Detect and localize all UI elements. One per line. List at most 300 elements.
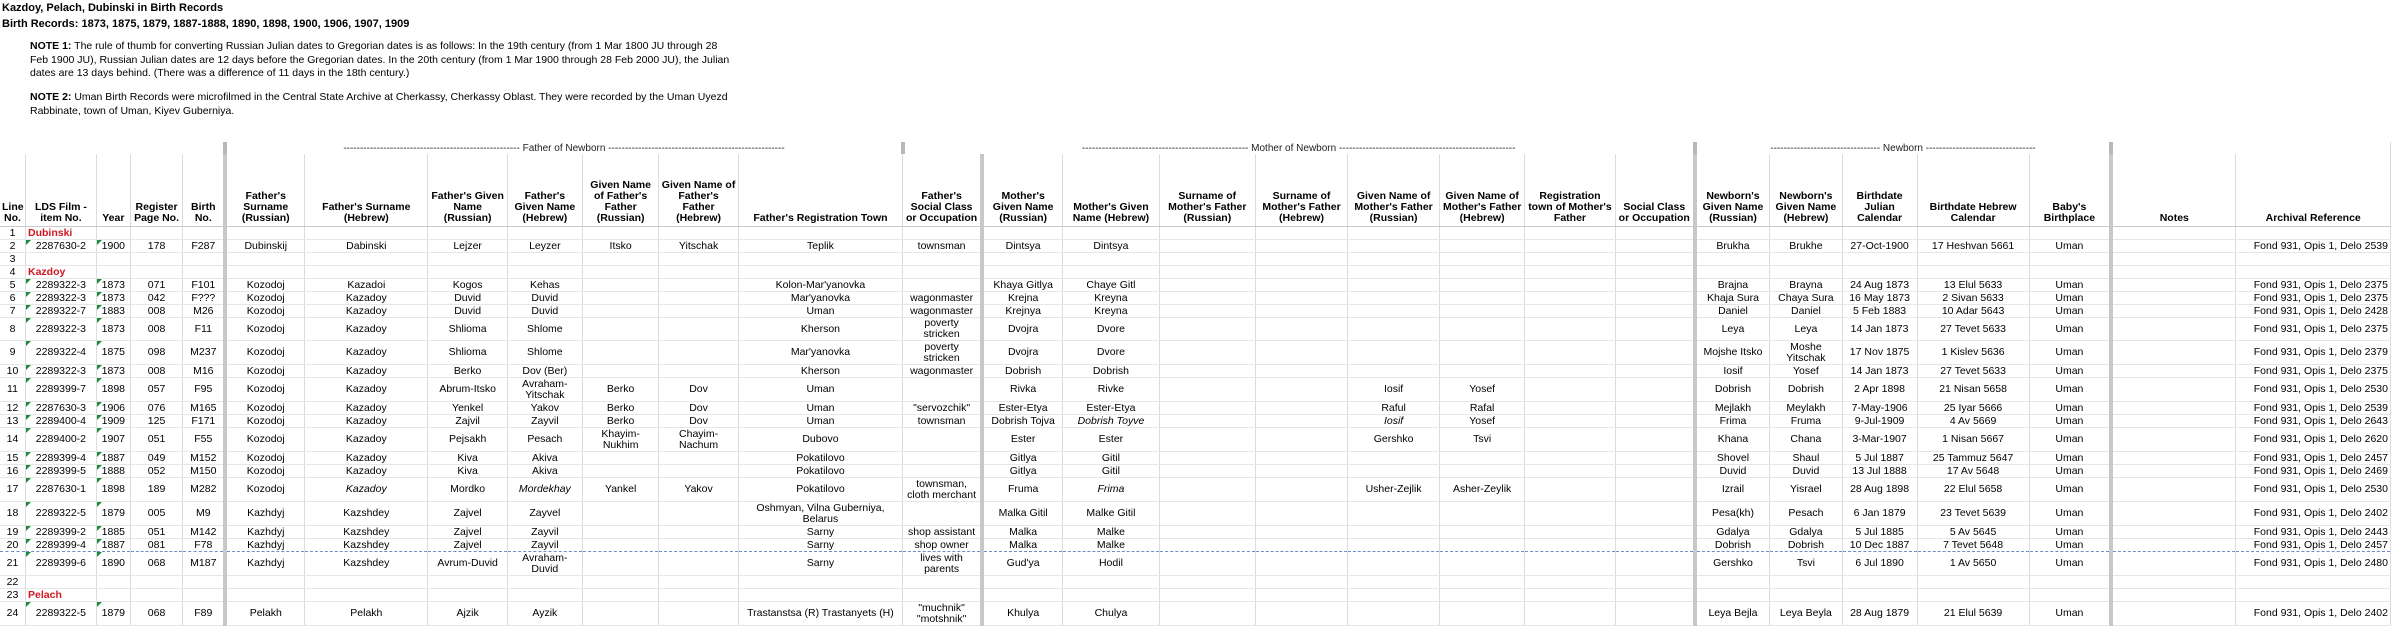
cell-line: 13 [0, 415, 26, 428]
cell-fgr: Mordko [428, 478, 507, 502]
cell-film: 2289399-4 [26, 452, 97, 465]
cell-fgh [507, 589, 582, 602]
cell-notes [2111, 589, 2236, 602]
cell-mgr [982, 227, 1063, 240]
table-row [0, 240, 2391, 253]
table-row [0, 415, 2391, 428]
cell-heb: 10 Adar 5643 [1917, 305, 2029, 318]
cell-jul: 5 Feb 1883 [1842, 305, 1917, 318]
cell-birth: F101 [183, 279, 226, 292]
cell-arch: Fond 931, Opis 1, Delo 2375 [2236, 292, 2391, 305]
cell-msh [1255, 478, 1347, 502]
cell-msh [1255, 365, 1347, 378]
cell-arch: Fond 931, Opis 1, Delo 2530 [2236, 478, 2391, 502]
cell-mgr [982, 576, 1063, 589]
table-row [0, 502, 2391, 526]
cell-nbr [1695, 589, 1770, 602]
cell-year: 1888 [96, 465, 130, 478]
column-header: Given Name of Mother's Father (Russian) [1348, 154, 1440, 227]
cell-occ: townsman [903, 415, 982, 428]
column-header: Given Name of Father's Father (Russian) [582, 154, 659, 227]
cell-mocc [1615, 576, 1694, 589]
cell-mfgr [1348, 502, 1440, 526]
column-header: Line No. [0, 154, 26, 227]
cell-year: 1885 [96, 526, 130, 539]
cell-mgr: Gud'ya [982, 552, 1063, 576]
cell-mocc [1615, 253, 1694, 266]
cell-fgh: Zayvil [507, 526, 582, 539]
cell-mfgh: Yosef [1440, 378, 1525, 402]
cell-msr [1159, 279, 1255, 292]
cell-town: Uman [738, 415, 902, 428]
cell-birth: M165 [183, 402, 226, 415]
cell-mfgh [1440, 292, 1525, 305]
cell-mgh: Dobrish [1063, 365, 1159, 378]
cell-town: Teplik [738, 240, 902, 253]
column-header: Father's Given Name (Hebrew) [507, 154, 582, 227]
cell-occ [903, 589, 982, 602]
cell-fsh: Kazadoy [305, 452, 428, 465]
cell-place: Uman [2029, 602, 2111, 626]
cell-ffr: Berko [582, 415, 659, 428]
cell-ffr: Berko [582, 378, 659, 402]
birth-records-table [0, 142, 2391, 626]
cell-msr [1159, 539, 1255, 552]
cell-town: Mar'yanovka [738, 341, 902, 365]
cell-town: Kherson [738, 365, 902, 378]
cell-year: 1900 [96, 240, 130, 253]
cell-arch: Fond 931, Opis 1, Delo 2643 [2236, 415, 2391, 428]
column-header: Father's Social Class or Occupation [903, 154, 982, 227]
cell-fgh: Leyzer [507, 240, 582, 253]
cell-film: 2289322-3 [26, 365, 97, 378]
column-header: Birth No. [183, 154, 226, 227]
cell-fsr [225, 253, 304, 266]
cell-mtown [1525, 227, 1616, 240]
cell-line: 21 [0, 552, 26, 576]
cell-ffh: Yitschak [659, 240, 738, 253]
cell-notes [2111, 402, 2236, 415]
cell-occ: "servozchik" [903, 402, 982, 415]
cell-birth: M26 [183, 305, 226, 318]
cell-year: 1873 [96, 279, 130, 292]
cell-fgh: Shlome [507, 318, 582, 341]
cell-jul: 6 Jan 1879 [1842, 502, 1917, 526]
cell-occ [903, 227, 982, 240]
cell-town: Oshmyan, Vilna Guberniya, Belarus [738, 502, 902, 526]
cell-ffr [582, 502, 659, 526]
cell-ffh: Chayim- Nachum [659, 428, 738, 452]
cell-occ [903, 502, 982, 526]
cell-arch: Fond 931, Opis 1, Delo 2480 [2236, 552, 2391, 576]
cell-nbh: Brukhe [1770, 240, 1842, 253]
cell-town [738, 253, 902, 266]
cell-year [96, 576, 130, 589]
cell-msr [1159, 227, 1255, 240]
cell-fgr: Pejsakh [428, 428, 507, 452]
cell-fsh: Kazadoy [305, 402, 428, 415]
cell-mgr: Gitlya [982, 452, 1063, 465]
cell-nbh: Shaul [1770, 452, 1842, 465]
cell-msr [1159, 378, 1255, 402]
cell-birth: M142 [183, 526, 226, 539]
cell-ffr [582, 526, 659, 539]
cell-ffr: Yankel [582, 478, 659, 502]
cell-jul [1842, 253, 1917, 266]
cell-mocc [1615, 552, 1694, 576]
cell-arch: Fond 931, Opis 1, Delo 2375 [2236, 365, 2391, 378]
cell-notes [2111, 292, 2236, 305]
column-header: Notes [2111, 154, 2236, 227]
cell-mtown [1525, 378, 1616, 402]
cell-fsh: Kazshdey [305, 502, 428, 526]
cell-mtown [1525, 452, 1616, 465]
cell-fsh: Kazadoy [305, 292, 428, 305]
cell-fgr: Berko [428, 365, 507, 378]
note-1-text: The rule of thumb for converting Russian Julian dates to Gregorian dates is as follows: In the 19th century (from 1 Mar 1800 JU through 28 Feb 1900 JU), Russian Julian dates are 12 days before the Gregorian dates. In the 20th century (from 1 Mar 1900 through 28 Feb 2000 JU), the Julian dates are 13 days behind. (There was a difference of 11 days in the 18th century.) [30, 40, 730, 79]
cell-msh [1255, 240, 1347, 253]
cell-occ: shop owner [903, 539, 982, 552]
cell-ffr [582, 576, 659, 589]
cell-town: Sarny [738, 526, 902, 539]
cell-page: 081 [130, 539, 182, 552]
cell-film [26, 253, 97, 266]
cell-msr [1159, 502, 1255, 526]
cell-fgh: Ayzik [507, 602, 582, 626]
cell-mfgh [1440, 240, 1525, 253]
cell-mocc [1615, 428, 1694, 452]
cell-msh [1255, 589, 1347, 602]
cell-heb: 1 Kislev 5636 [1917, 341, 2029, 365]
note-1 [30, 40, 730, 81]
cell-mtown [1525, 305, 1616, 318]
cell-mgh: Gitil [1063, 465, 1159, 478]
cell-birth: F78 [183, 539, 226, 552]
cell-mocc [1615, 402, 1694, 415]
cell-jul [1842, 589, 1917, 602]
cell-birth [183, 589, 226, 602]
cell-notes [2111, 502, 2236, 526]
column-header: Mother's Given Name (Hebrew) [1063, 154, 1159, 227]
cell-fsh: Kazadoi [305, 279, 428, 292]
cell-line: 23 [0, 589, 26, 602]
cell-nbh: Brayna [1770, 279, 1842, 292]
cell-page: 189 [130, 478, 182, 502]
cell-arch [2236, 266, 2391, 279]
cell-fgr: Zajvel [428, 502, 507, 526]
cell-heb: 25 Iyar 5666 [1917, 402, 2029, 415]
cell-nbh: Gdalya [1770, 526, 1842, 539]
cell-line: 1 [0, 227, 26, 240]
cell-nbh: Meylakh [1770, 402, 1842, 415]
cell-mfgh [1440, 526, 1525, 539]
cell-ffr [582, 602, 659, 626]
cell-jul: 16 May 1873 [1842, 292, 1917, 305]
cell-town: Uman [738, 378, 902, 402]
cell-fsr: Kozodoj [225, 318, 304, 341]
cell-ffh [659, 279, 738, 292]
cell-nbr: Gdalya [1695, 526, 1770, 539]
cell-mocc [1615, 240, 1694, 253]
cell-mfgr [1348, 305, 1440, 318]
cell-year: 1887 [96, 452, 130, 465]
cell-arch: Fond 931, Opis 1, Delo 2620 [2236, 428, 2391, 452]
cell-mtown [1525, 415, 1616, 428]
title-block [2, 0, 409, 32]
cell-mgh: Dintsya [1063, 240, 1159, 253]
cell-heb: 27 Tevet 5633 [1917, 365, 2029, 378]
cell-line: 2 [0, 240, 26, 253]
column-header: Surname of Mother's Father (Russian) [1159, 154, 1255, 227]
cell-ffh [659, 365, 738, 378]
cell-arch [2236, 227, 2391, 240]
cell-msh [1255, 292, 1347, 305]
cell-mgr: Khulya [982, 602, 1063, 626]
cell-mocc [1615, 341, 1694, 365]
cell-mocc [1615, 526, 1694, 539]
cell-msr [1159, 452, 1255, 465]
cell-fsr: Kozodoj [225, 292, 304, 305]
cell-heb: 27 Tevet 5633 [1917, 318, 2029, 341]
cell-place [2029, 227, 2111, 240]
cell-notes [2111, 365, 2236, 378]
cell-mgh: Kreyna [1063, 292, 1159, 305]
cell-fgh: Duvid [507, 305, 582, 318]
cell-mocc [1615, 279, 1694, 292]
cell-mgr [982, 266, 1063, 279]
table-row [0, 539, 2391, 552]
cell-nbr: Frima [1695, 415, 1770, 428]
cell-mgr: Dvojra [982, 341, 1063, 365]
table-row [0, 465, 2391, 478]
cell-notes [2111, 279, 2236, 292]
cell-place [2029, 589, 2111, 602]
cell-fgh: Duvid [507, 292, 582, 305]
cell-notes [2111, 253, 2236, 266]
cell-notes [2111, 539, 2236, 552]
cell-page: 008 [130, 305, 182, 318]
cell-ffh: Yakov [659, 478, 738, 502]
cell-ffh [659, 305, 738, 318]
cell-msr [1159, 526, 1255, 539]
cell-msr [1159, 402, 1255, 415]
cell-jul: 7-May-1906 [1842, 402, 1917, 415]
cell-heb: 23 Tevet 5639 [1917, 502, 2029, 526]
cell-town: Mar'yanovka [738, 292, 902, 305]
cell-mtown [1525, 341, 1616, 365]
section-label: Kazdoy [26, 266, 97, 279]
cell-occ: wagonmaster [903, 365, 982, 378]
cell-msr [1159, 305, 1255, 318]
cell-line: 5 [0, 279, 26, 292]
cell-msr [1159, 240, 1255, 253]
cell-fsh: Kazadoy [305, 428, 428, 452]
cell-ffr [582, 227, 659, 240]
cell-nbr: Pesa(kh) [1695, 502, 1770, 526]
cell-fsh: Pelakh [305, 602, 428, 626]
cell-birth [183, 266, 226, 279]
cell-ffh: Dov [659, 415, 738, 428]
cell-fsh [305, 576, 428, 589]
cell-mtown [1525, 552, 1616, 576]
cell-line: 6 [0, 292, 26, 305]
cell-mtown [1525, 253, 1616, 266]
cell-occ [903, 378, 982, 402]
cell-film: 2289400-4 [26, 415, 97, 428]
cell-place: Uman [2029, 552, 2111, 576]
cell-ffr [582, 452, 659, 465]
cell-nbh: Dobrish [1770, 539, 1842, 552]
cell-mocc [1615, 227, 1694, 240]
cell-town: Kolon-Mar'yanovka [738, 279, 902, 292]
cell-heb: 2 Sivan 5633 [1917, 292, 2029, 305]
cell-nbh: Chana [1770, 428, 1842, 452]
cell-town: Uman [738, 402, 902, 415]
cell-arch: Fond 931, Opis 1, Delo 2375 [2236, 279, 2391, 292]
cell-mfgh [1440, 318, 1525, 341]
cell-fsr: Dubinskij [225, 240, 304, 253]
cell-mfgh [1440, 227, 1525, 240]
cell-place [2029, 266, 2111, 279]
cell-year: 1875 [96, 341, 130, 365]
cell-mtown [1525, 279, 1616, 292]
cell-heb: 17 Heshvan 5661 [1917, 240, 2029, 253]
cell-jul: 5 Jul 1887 [1842, 452, 1917, 465]
cell-occ [903, 279, 982, 292]
cell-nbr [1695, 576, 1770, 589]
cell-fsr: Kazhdyj [225, 502, 304, 526]
cell-film [26, 576, 97, 589]
cell-fgr: Abrum-Itsko [428, 378, 507, 402]
cell-film: 2289399-7 [26, 378, 97, 402]
cell-fsr: Kazhdyj [225, 539, 304, 552]
cell-jul [1842, 266, 1917, 279]
cell-fsh [305, 266, 428, 279]
cell-mfgh [1440, 576, 1525, 589]
cell-fsh [305, 227, 428, 240]
cell-place: Uman [2029, 526, 2111, 539]
cell-msr [1159, 576, 1255, 589]
cell-occ: poverty stricken [903, 318, 982, 341]
cell-occ: shop assistant [903, 526, 982, 539]
cell-ffh [659, 539, 738, 552]
cell-mfgh: Rafal [1440, 402, 1525, 415]
cell-mgh [1063, 266, 1159, 279]
cell-mfgh: Tsvi [1440, 428, 1525, 452]
cell-occ: poverty stricken [903, 341, 982, 365]
cell-mfgr: Gershko [1348, 428, 1440, 452]
cell-place: Uman [2029, 478, 2111, 502]
cell-occ: lives with parents [903, 552, 982, 576]
cell-mfgr: Iosif [1348, 415, 1440, 428]
cell-year: 1906 [96, 402, 130, 415]
cell-mgh: Frima [1063, 478, 1159, 502]
cell-mtown [1525, 365, 1616, 378]
cell-year: 1887 [96, 539, 130, 552]
cell-year: 1898 [96, 378, 130, 402]
cell-ffh [659, 465, 738, 478]
cell-film: 2289399-6 [26, 552, 97, 576]
cell-mgh: Dvore [1063, 341, 1159, 365]
cell-notes [2111, 415, 2236, 428]
cell-nbh [1770, 576, 1842, 589]
table-row [0, 478, 2391, 502]
cell-year: 1879 [96, 602, 130, 626]
cell-film: 2289399-5 [26, 465, 97, 478]
cell-place: Uman [2029, 402, 2111, 415]
cell-fgr: Yenkel [428, 402, 507, 415]
cell-occ [903, 266, 982, 279]
cell-line: 15 [0, 452, 26, 465]
cell-page: 178 [130, 240, 182, 253]
cell-fgh: Yakov [507, 402, 582, 415]
cell-msr [1159, 465, 1255, 478]
cell-ffr [582, 279, 659, 292]
cell-nbr: Mojshe Itsko [1695, 341, 1770, 365]
cell-film: 2289399-2 [26, 526, 97, 539]
cell-jul: 13 Jul 1888 [1842, 465, 1917, 478]
cell-line: 8 [0, 318, 26, 341]
cell-ffh [659, 253, 738, 266]
cell-year [96, 266, 130, 279]
cell-page: 057 [130, 378, 182, 402]
cell-mgh: Chaye Gitl [1063, 279, 1159, 292]
cell-mfgr [1348, 279, 1440, 292]
cell-notes [2111, 240, 2236, 253]
cell-fsh: Kazadoy [305, 415, 428, 428]
cell-line: 17 [0, 478, 26, 502]
cell-fsr [225, 576, 304, 589]
cell-film: 2287630-3 [26, 402, 97, 415]
cell-occ: townsman [903, 240, 982, 253]
cell-nbh [1770, 227, 1842, 240]
cell-year: 1907 [96, 428, 130, 452]
cell-mgr: Krejnya [982, 305, 1063, 318]
cell-heb [1917, 266, 2029, 279]
cell-occ [903, 428, 982, 452]
cell-mfgr [1348, 465, 1440, 478]
column-header: Given Name of Mother's Father (Hebrew) [1440, 154, 1525, 227]
cell-fsh: Kazadoy [305, 365, 428, 378]
cell-page: 068 [130, 602, 182, 626]
cell-place: Uman [2029, 292, 2111, 305]
cell-place: Uman [2029, 240, 2111, 253]
cell-notes [2111, 452, 2236, 465]
cell-film: 2289322-3 [26, 292, 97, 305]
cell-ffh: Dov [659, 378, 738, 402]
cell-notes [2111, 526, 2236, 539]
cell-arch: Fond 931, Opis 1, Delo 2443 [2236, 526, 2391, 539]
cell-fgr: Lejzer [428, 240, 507, 253]
cell-nbh: Chaya Sura [1770, 292, 1842, 305]
cell-ffh [659, 452, 738, 465]
cell-film: 2287630-1 [26, 478, 97, 502]
cell-occ: wagonmaster [903, 305, 982, 318]
cell-page: 076 [130, 402, 182, 415]
cell-jul: 6 Jul 1890 [1842, 552, 1917, 576]
cell-fsh [305, 589, 428, 602]
cell-year: 1898 [96, 478, 130, 502]
column-header: Surname of Mother's Father (Hebrew) [1255, 154, 1347, 227]
cell-mocc [1615, 365, 1694, 378]
cell-heb [1917, 589, 2029, 602]
cell-fsh: Kazadoy [305, 341, 428, 365]
column-header: Father's Surname (Hebrew) [305, 154, 428, 227]
cell-mocc [1615, 415, 1694, 428]
table-row [0, 253, 2391, 266]
cell-line: 9 [0, 341, 26, 365]
cell-year [96, 589, 130, 602]
